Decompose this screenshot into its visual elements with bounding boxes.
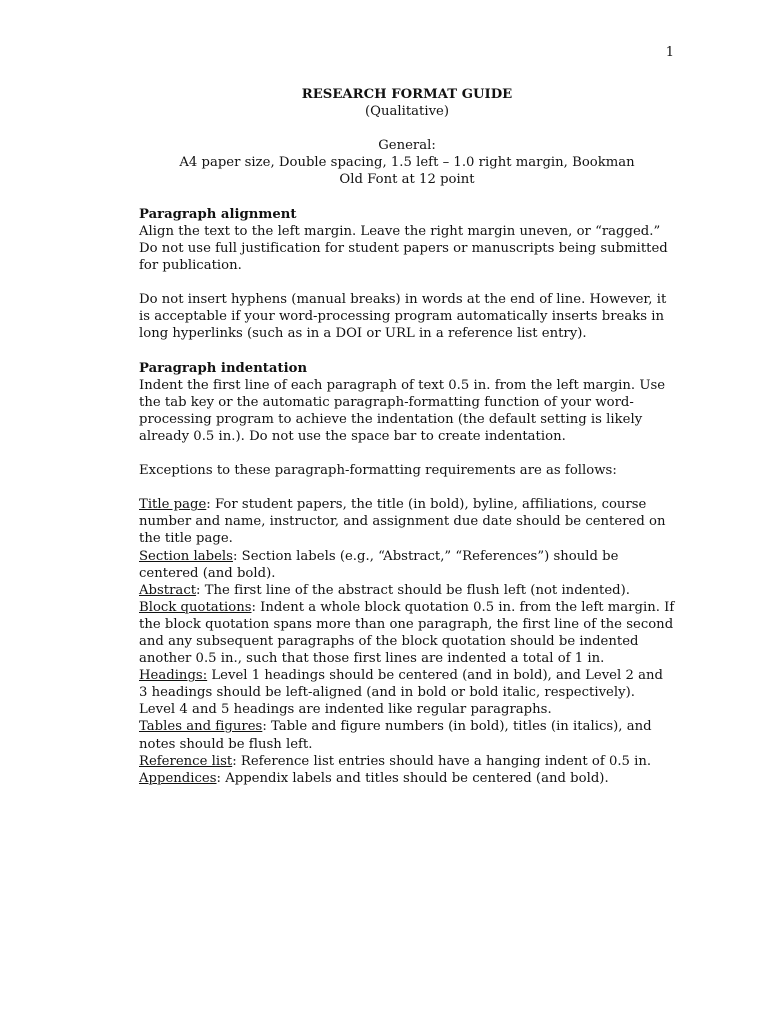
exceptions-list bbox=[139, 496, 675, 787]
document-body bbox=[139, 86, 675, 787]
exception-label: Block quotations bbox=[139, 599, 252, 615]
exception-item bbox=[139, 582, 675, 599]
exception-text: Table and figure numbers (in bold), titles (in italics), and notes should be flush left. bbox=[139, 719, 652, 752]
indentation-heading: Paragraph indentation bbox=[139, 360, 308, 376]
exception-text: Appendix labels and titles should be centered (and bold). bbox=[221, 770, 609, 786]
exception-separator: : bbox=[262, 719, 267, 735]
alignment-paragraph-1: Align the text to the left margin. Leave the right margin uneven, or “ragged.” Do not use full justification for student papers or manuscripts being submitted for publication. bbox=[139, 223, 668, 273]
exception-label: Title page bbox=[139, 497, 207, 513]
exception-separator: : bbox=[206, 497, 211, 513]
exception-separator: : bbox=[232, 548, 238, 564]
indentation-paragraph-2: Exceptions to these paragraph-formatting requirements are as follows: bbox=[139, 463, 617, 479]
exception-text: Indent a whole block quotation 0.5 in. from the left margin. If the block quotation spans more than one paragraph, the first line of the second and any subsequent paragraphs of the block quotation should be indented another 0.5 in., such that those first lines are indented a total of 1 in. bbox=[139, 599, 675, 667]
document-subtitle: (Qualitative) bbox=[364, 104, 450, 120]
exception-label: Tables and figures bbox=[139, 719, 263, 735]
alignment-heading: Paragraph alignment bbox=[139, 206, 297, 222]
alignment-paragraph-2: Do not insert hyphens (manual breaks) in words at the end of line. However, it is acceptable if your word-processing program automatically inserts breaks in long hyperlinks (such as in a DOI or URL in a reference list entry). bbox=[139, 292, 667, 342]
exception-label: Abstract bbox=[139, 582, 197, 598]
exception-label: Headings: bbox=[139, 668, 208, 684]
exception-item bbox=[139, 718, 675, 752]
exception-item bbox=[139, 667, 675, 718]
exception-separator: : bbox=[196, 582, 201, 598]
exception-text: For student papers, the title (in bold), byline, affiliations, course number and name, instructor, and assignment due date should be centered on the title page. bbox=[139, 497, 666, 547]
exception-item bbox=[139, 496, 675, 547]
general-line-1: A4 paper size, Double spacing, 1.5 left – 1.0 right margin, Bookman bbox=[179, 155, 635, 171]
exception-label: Section labels bbox=[139, 548, 233, 564]
general-line-2: Old Font at 12 point bbox=[339, 172, 475, 188]
exception-item bbox=[139, 599, 675, 667]
exception-text: Level 1 headings should be centered (and in bold), and Level 2 and 3 headings should be left-aligned (and in bold or bold italic, respectively). Level 4 and 5 headings are indented like regular paragraphs. bbox=[139, 668, 663, 718]
exception-separator: : bbox=[251, 599, 256, 615]
exception-label: Reference list bbox=[139, 753, 233, 769]
exception-text: The first line of the abstract should be flush left (not indented). bbox=[200, 582, 630, 598]
exception-text: Section labels (e.g., “Abstract,” “References”) should be centered (and bold). bbox=[139, 548, 619, 581]
exception-item bbox=[139, 753, 675, 770]
document-title: RESEARCH FORMAT GUIDE bbox=[301, 87, 513, 102]
page-number: 1 bbox=[665, 45, 674, 60]
exception-item bbox=[139, 548, 675, 582]
exception-separator: : bbox=[232, 753, 237, 769]
exception-separator: : bbox=[216, 770, 221, 786]
general-label: General: bbox=[378, 138, 436, 154]
exception-item bbox=[139, 770, 675, 787]
exception-label: Appendices bbox=[139, 770, 217, 786]
exception-text: Reference list entries should have a hanging indent of 0.5 in. bbox=[236, 753, 652, 769]
indentation-paragraph-1: Indent the first line of each paragraph of text 0.5 in. from the left margin. Use the tab key or the automatic paragraph-formatting function of your word-processing program to achieve the indentation (the default setting is likely already 0.5 in.). Do not use the space bar to create indentation. bbox=[139, 377, 666, 444]
